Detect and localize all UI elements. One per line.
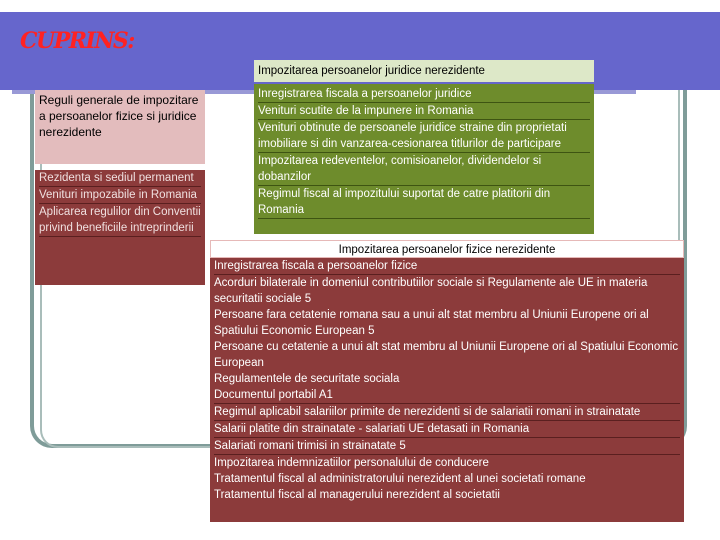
general-rules-list [35,170,205,285]
general-rules-heading: Reguli generale de impozitare a persoanelor fizice si juridice nerezidente [35,90,205,164]
list-item: Persoane cu cetatenie a unui alt stat membru al Uniunii Europene ori al Spatiului Economic European [214,341,679,369]
list-item: Regimul aplicabil salariilor primite de nerezidenti si de salariatii romani in strainatate [214,404,680,421]
slide-title: CUPRINS: [20,28,134,54]
fizice-section-header: Impozitarea persoanelor fizice nerezidente [210,240,684,258]
list-item: Regulamentele de securitate sociala [214,373,400,385]
juridice-section-list [254,84,594,234]
list-item: Documentul portabil A1 [214,387,680,404]
list-item: Inregistrarea fiscala a persoanelor juridice [258,86,590,103]
list-item: Rezidenta si sediul permanent [39,170,201,187]
juridice-section-header: Impozitarea persoanelor juridice nerezidente [254,60,594,82]
list-item: Tratamentul fiscal al administratorului nerezident al unei societati romane [214,473,586,485]
list-item: Tratamentul fiscal al managerului nerezident al societatii [214,489,500,501]
list-item: Acorduri bilaterale in domeniul contributiilor sociale si Regulamente ale UE in materia securitatii sociale 5 [214,277,648,305]
list-item: Impozitarea redeventelor, comisioanelor, dividendelor si dobanzilor [258,153,590,186]
fizice-section-list [210,258,684,522]
list-item: Persoane fara cetatenie romana sau a unui alt stat membru al Uniunii Europene ori al Spatiului Economic European 5 [214,309,649,337]
list-item: Inregistrarea fiscala a persoanelor fizice [214,258,680,275]
list-item: Venituri scutite de la impunere in Romania [258,103,590,120]
list-item: Regimul fiscal al impozitului suportat de catre platitorii din Romania [258,186,590,219]
list-item: Venituri obtinute de persoanele juridice straine din proprietati imobiliare si din vanzarea-cesionarea titlurilor de participare [258,120,590,153]
list-item: Aplicarea regulilor din Conventii privind beneficiile intreprinderii [39,204,201,237]
list-item: Salariati romani trimisi in strainatate 5 [214,438,680,455]
list-item: Impozitarea indemnizatiilor personalului de conducere [214,457,489,469]
list-item: Salarii platite din strainatate - salariati UE detasati in Romania [214,421,680,438]
list-item: Venituri impozabile in Romania [39,187,201,204]
